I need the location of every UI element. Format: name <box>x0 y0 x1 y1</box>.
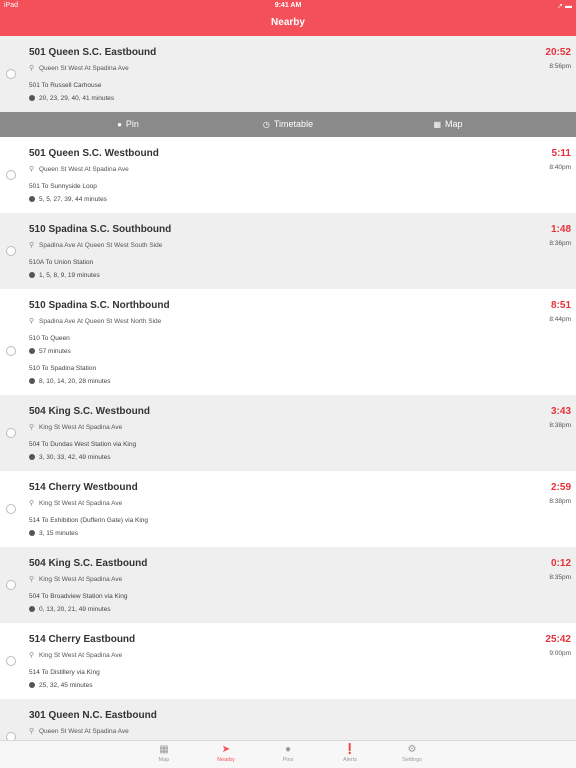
tab-map[interactable]: ▦ Map <box>144 743 184 763</box>
pin-icon: ⚲ <box>29 318 35 325</box>
pin-icon: ⚲ <box>29 500 35 507</box>
stop-name: Spadina Ave At Queen St West South Side <box>39 242 163 249</box>
stop-name: Queen St West At Spadina Ave <box>39 166 129 173</box>
action-bar <box>0 112 576 137</box>
stop-name: Queen St West At Spadina Ave <box>39 65 129 72</box>
pin-button[interactable]: ● Pin <box>32 112 224 137</box>
countdown: 25:42 <box>545 634 571 645</box>
timeline-dot <box>6 504 16 514</box>
pin-icon: ⚲ <box>29 652 35 659</box>
route-name: 501 Queen S.C. Westbound <box>29 148 159 159</box>
arrival-time: 9:00pm <box>549 650 571 657</box>
location-arrow-icon: ➤ <box>221 744 231 755</box>
arrival-time: 8:38pm <box>549 498 571 505</box>
direction-label: 510A To Union Station <box>29 259 94 266</box>
pin-icon: ⚲ <box>29 424 35 431</box>
route-name: 510 Spadina S.C. Northbound <box>29 300 170 311</box>
pin-icon: ⚲ <box>29 166 35 173</box>
minutes-list: 1, 5, 8, 9, 19 minutes <box>39 272 100 279</box>
route-card[interactable] <box>0 623 576 699</box>
page-title: Nearby <box>271 17 305 28</box>
timeline-dot <box>6 69 16 79</box>
route-card[interactable] <box>0 213 576 289</box>
direction-label: 510 To Spadina Station <box>29 365 97 372</box>
status-time: 9:41 AM <box>274 2 302 9</box>
route-name: 504 King S.C. Eastbound <box>29 558 148 569</box>
route-name: 514 Cherry Eastbound <box>29 634 136 645</box>
minutes-list: 5, 5, 27, 39, 44 minutes <box>39 196 107 203</box>
route-name: 510 Spadina S.C. Southbound <box>29 224 172 235</box>
battery-icon: ➚ ▬ <box>557 3 572 10</box>
timeline-dot <box>6 580 16 590</box>
countdown: 0:12 <box>550 558 571 569</box>
pin-icon: ⚲ <box>29 242 35 249</box>
countdown: 20:52 <box>545 47 571 58</box>
direction-label: 510 To Queen <box>29 335 70 342</box>
clock-icon <box>29 196 35 202</box>
gear-icon: ⚙ <box>407 744 417 755</box>
minutes-list: 0, 13, 20, 21, 49 minutes <box>39 606 111 613</box>
stop-name: King St West At Spadina Ave <box>39 652 123 659</box>
countdown: 1:48 <box>550 224 571 235</box>
stop-name: King St West At Spadina Ave <box>39 576 123 583</box>
direction-label: 514 To Exhibition (Dufferin Gate) via King <box>29 517 148 524</box>
minutes-list: 25, 32, 45 minutes <box>39 682 93 689</box>
countdown: 5:11 <box>551 148 571 159</box>
pin-icon: ⚲ <box>29 728 35 735</box>
route-card[interactable] <box>0 699 576 740</box>
pin-icon: ⚲ <box>29 576 35 583</box>
clock-icon: ◷ <box>262 120 270 129</box>
timeline-dot <box>6 246 16 256</box>
arrival-time: 8:36pm <box>549 240 571 247</box>
clock-icon <box>29 95 35 101</box>
header <box>0 0 576 36</box>
minutes-list: 57 minutes <box>39 348 71 355</box>
arrival-time: 8:40pm <box>549 164 571 171</box>
minutes-list: 3, 30, 33, 42, 49 minutes <box>39 454 111 461</box>
clock-icon <box>29 682 35 688</box>
tab-bar <box>0 740 576 768</box>
route-card[interactable] <box>0 547 576 623</box>
tab-settings[interactable]: ⚙ Settings <box>392 743 432 763</box>
route-name: 301 Queen N.C. Eastbound <box>29 710 157 721</box>
minutes-list: 8, 10, 14, 20, 28 minutes <box>39 378 111 385</box>
countdown: 3:43 <box>550 406 571 417</box>
arrival-time: 8:56pm <box>549 63 571 70</box>
tab-pins[interactable]: ● Pins <box>268 743 308 763</box>
alert-icon: ❗ <box>343 744 357 755</box>
timeline-dot <box>6 346 16 356</box>
stop-name: King St West At Spadina Ave <box>39 424 123 431</box>
pin-icon: ⚲ <box>29 65 35 72</box>
clock-icon <box>29 378 35 384</box>
tab-nearby[interactable]: ➤ Nearby <box>206 743 246 763</box>
tab-alerts[interactable]: ❗ Alerts <box>330 743 370 763</box>
route-card[interactable] <box>0 36 576 112</box>
clock-icon <box>29 454 35 460</box>
route-name: 514 Cherry Westbound <box>29 482 138 493</box>
minutes-list: 3, 15 minutes <box>39 530 79 537</box>
map-icon: ▦ <box>159 744 169 755</box>
route-card[interactable] <box>0 289 576 395</box>
route-card[interactable] <box>0 471 576 547</box>
direction-label: 504 To Broadview Station via King <box>29 593 128 600</box>
timeline-dot <box>6 656 16 666</box>
timetable-button[interactable]: ◷ Timetable <box>192 112 384 137</box>
route-list[interactable] <box>0 36 576 740</box>
direction-label: 501 To Sunnyside Loop <box>29 183 97 190</box>
stop-name: Queen St West At Spadina Ave <box>39 728 129 735</box>
route-card[interactable] <box>0 137 576 213</box>
direction-label: 501 To Russell Carhouse <box>29 82 102 89</box>
stop-name: Spadina Ave At Queen St West North Side <box>39 318 162 325</box>
direction-label: 514 To Distillery via King <box>29 669 100 676</box>
timeline-dot <box>6 170 16 180</box>
pin-icon: ● <box>117 120 122 129</box>
route-name: 504 King S.C. Westbound <box>29 406 150 417</box>
timeline-dot <box>6 428 16 438</box>
direction-label: 504 To Dundas West Station via King <box>29 441 137 448</box>
clock-icon <box>29 348 35 354</box>
pin-icon: ● <box>284 744 292 755</box>
map-button[interactable]: ▦ Map <box>352 112 544 137</box>
countdown: 8:51 <box>550 300 571 311</box>
map-icon: ▦ <box>433 120 442 129</box>
timeline-dot <box>6 732 16 740</box>
status-bar <box>0 0 576 12</box>
clock-icon <box>29 272 35 278</box>
arrival-time: 8:38pm <box>549 422 571 429</box>
route-name: 501 Queen S.C. Eastbound <box>29 47 157 58</box>
clock-icon <box>29 606 35 612</box>
route-card[interactable] <box>0 395 576 471</box>
clock-icon <box>29 530 35 536</box>
arrival-time: 8:35pm <box>549 574 571 581</box>
carrier-label: iPad <box>4 2 19 9</box>
arrival-time: 8:44pm <box>549 316 571 323</box>
countdown: 2:59 <box>550 482 571 493</box>
minutes-list: 20, 23, 29, 40, 41 minutes <box>39 95 115 102</box>
stop-name: King St West At Spadina Ave <box>39 500 123 507</box>
